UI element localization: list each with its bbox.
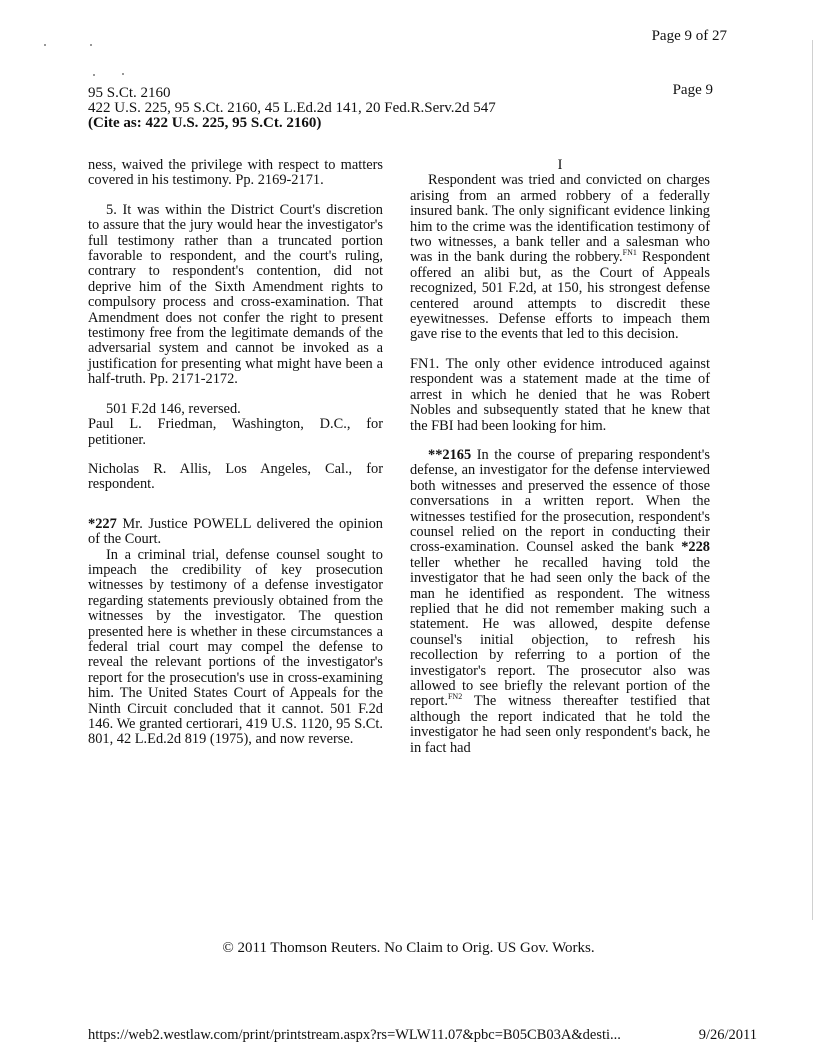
page-edge-line — [812, 40, 813, 920]
paragraph: In a criminal trial, defense counsel sought to impeach the credibility of key prosecution witnesses by testimony of a defense investigator regarding statements previously obtained from the witnesses by the investigator. The question presented here is whether in these circumstances a federal trial court may compel the defense to reveal the relevant portions of the investigator's report for the prosecution's use in cross-examining him. The United States Court of Appeals for the Ninth Circuit concluded that it cannot. 501 F.2d 146. We granted certiorari, 419 U.S. 1120, 95 S.Ct. 801, 42 L.Ed.2d 819 (1975), and now reverse. — [88, 546, 383, 748]
footnote-ref-2[interactable]: FN2 — [447, 692, 463, 702]
paragraph-counsel-respondent: Nicholas R. Allis, Los Angeles, Cal., for respondent. — [88, 460, 383, 493]
star-page-marker: *228 — [681, 539, 710, 556]
paragraph-opinion-intro: *227 Mr. Justice POWELL delivered the opinion of the Court. — [88, 515, 383, 548]
right-column — [410, 158, 710, 756]
citation-line-3: (Cite as: 422 U.S. 225, 95 S.Ct. 2160) — [88, 115, 322, 131]
citation-line-1: 95 S.Ct. 2160 — [88, 85, 171, 101]
paragraph: ness, waived the privilege with respect to matters covered in his testimony. Pp. 2169-2171. — [88, 157, 383, 189]
section-heading: I — [557, 157, 563, 173]
paragraph-counsel-petitioner: Paul L. Friedman, Washington, D.C., for petitioner. — [88, 416, 383, 448]
print-url: https://web2.westlaw.com/print/printstream.aspx?rs=WLW11.07&pbc=B05CB03A&desti... — [88, 1027, 621, 1043]
scan-speck — [93, 74, 95, 76]
star-page-marker: **2165 — [428, 446, 472, 463]
paragraph: 5. It was within the District Court's discretion to assure that the jury would hear the investigator's full testimony rather than a truncated portion favorable to respondent, and the court's ruling, contrary to respondent's contention, did not deprive him of the Sixth Amendment rights to compulsory process and cross-examination. That Amendment does not confer the right to present testimony free from the legitimate demands of the adversarial system and cannot be invoked as a justification for presenting what might have been a half-truth. Pp. 2171-2172. — [88, 201, 383, 388]
paragraph: 501 F.2d 146, reversed. — [106, 400, 241, 417]
scan-speck — [122, 73, 124, 75]
scan-speck — [44, 44, 46, 46]
footnote-ref-1[interactable]: FN1 — [622, 248, 637, 258]
print-date: 9/26/2011 — [698, 1027, 757, 1043]
scan-speck — [90, 44, 92, 46]
footnote-1: FN1. The only other evidence introduced against respondent was a statement made at the time of arrest in which he denied that he was Robert Nobles and subsequently stated that he knew that the FBI had been looking for him. — [410, 355, 710, 434]
paragraph: **2165 In the course of preparing respondent's defense, an investigator for the defense interviewed both witnesses and preserved the essence of those conversations in a written report. When the witnesses testified for the prosecution, respondent's counsel relied on the report in conducting their cross-examination. Counsel asked the bank *228 teller whether he recalled having told the investigator that he had seen only the back of the man he identified as respondent. The witness replied that he did not remember making such a statement. He was allowed, despite defense counsel's initial objection, to refresh his recollection by referring to a portion of the investigator's report. The prosecutor also was allowed to see briefly the relevant portion of the report.$^{FN2}$ The witness thereafter testified that although the report indicated that he told the investigator he had seen only respondent's back, he in fact had — [410, 446, 710, 756]
paragraph: Respondent was tried and convicted on charges arising from an armed robbery of a federally insured bank. The only significant evidence linking him to the crime was the identification testimony of two witnesses, a bank teller and a salesman who was in the bank during the robbery.$^{FN1}$ Respondent offered an alibi but, as the Court of Appeals recognized, 501 F.2d, at 150, his strongest defense centered around attempts to discredit these eyewitnesses. Defense efforts to impeach them gave rise to the events that led to this decision. — [410, 172, 710, 343]
left-column — [88, 158, 383, 748]
copyright-notice: © 2011 Thomson Reuters. No Claim to Orig. US Gov. Works. — [222, 940, 595, 956]
citation-header — [88, 86, 496, 131]
citation-line-2: 422 U.S. 225, 95 S.Ct. 2160, 45 L.Ed.2d 141, 20 Fed.R.Serv.2d 547 — [88, 100, 496, 116]
star-page-marker: *227 — [88, 515, 117, 532]
page-count: Page 9 of 27 — [651, 28, 727, 44]
page-label: Page 9 — [672, 82, 713, 98]
